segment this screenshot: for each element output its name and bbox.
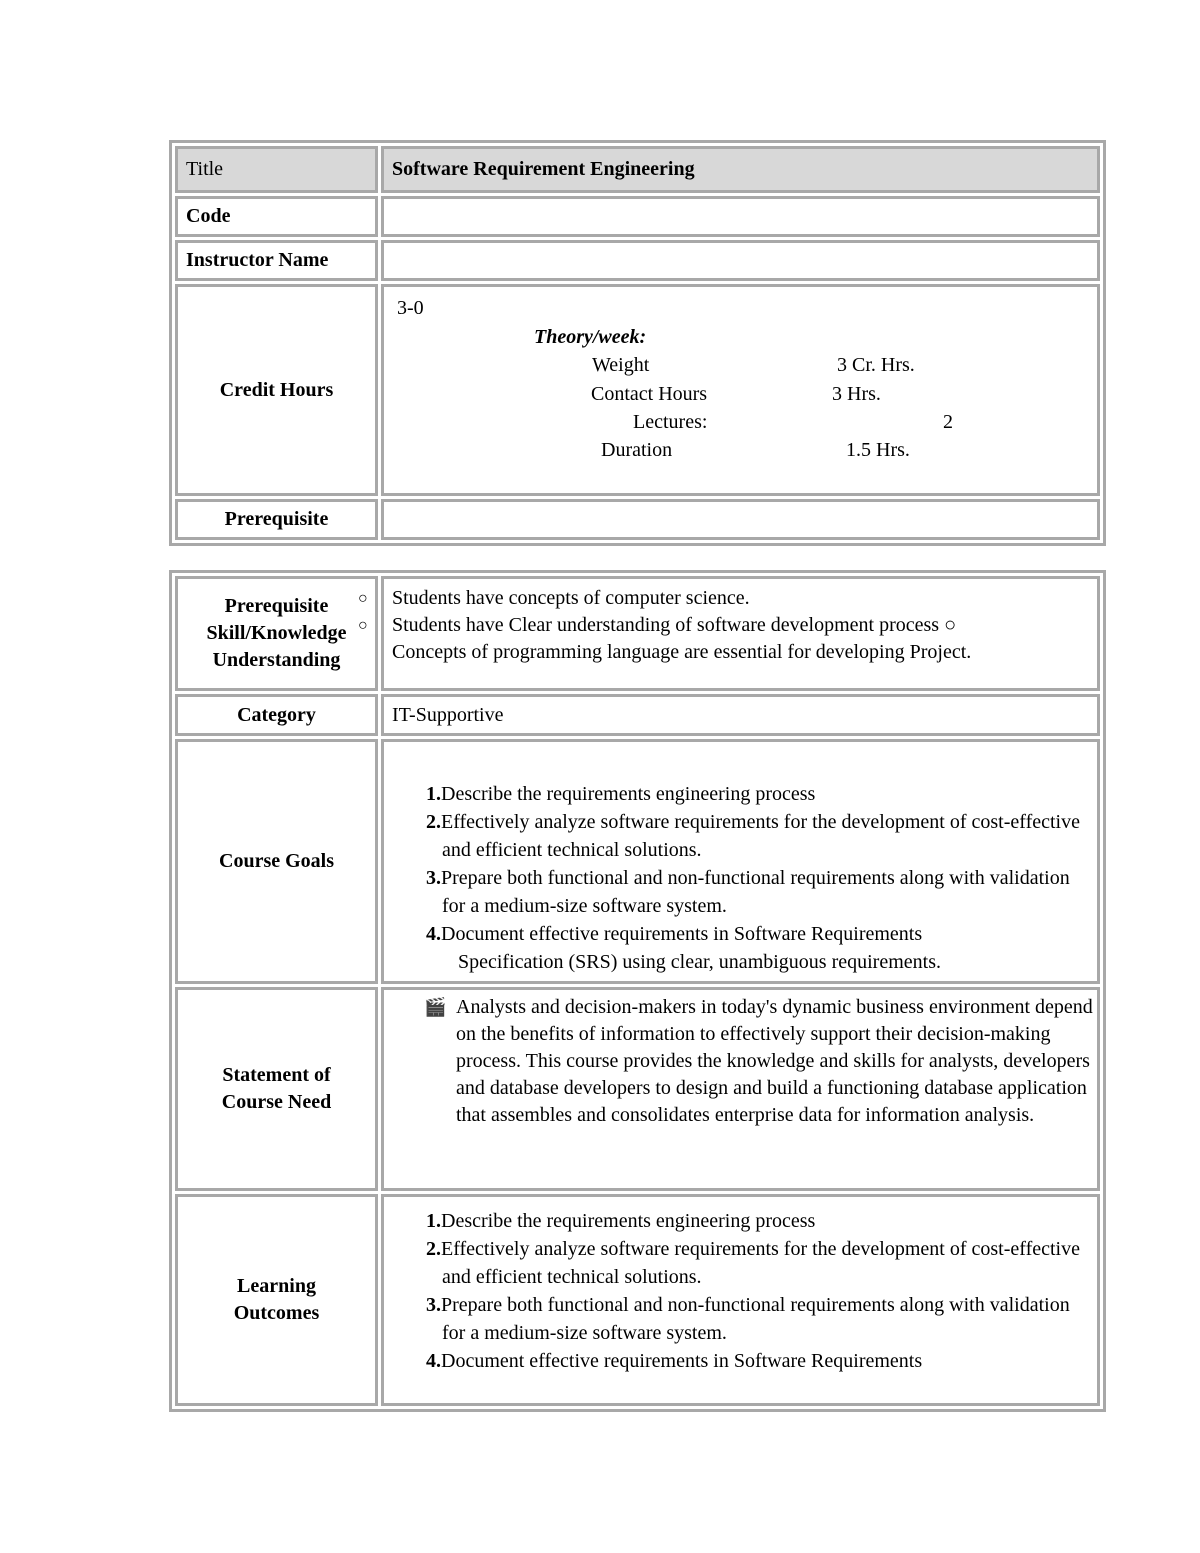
course-need-text: Analysts and decision-makers in today's dynamic business environment depend on the benefits of information to effectively support their decision-making process. This course provides the knowledge and skills for analysts, developers and database developers to design and build a functioning database application that assembles and consolidates enterprise data for information analysis.	[456, 996, 1093, 1126]
clapperboard-icon: 🎬	[424, 997, 447, 1017]
circle-bullet-icon: ○	[358, 590, 368, 607]
goal-item: 4.Document effective requirements in Software Requirements	[426, 923, 923, 945]
learning-outcomes-label-line: Learning	[237, 1275, 316, 1297]
code-label: Code	[175, 196, 378, 237]
weight-value: 3 Cr. Hrs.	[837, 354, 915, 376]
outcome-item: 2.Effectively analyze software requirements for the development of cost-effective and efficient technical solutions.	[426, 1238, 1080, 1288]
course-goals-label: Course Goals	[175, 739, 378, 984]
course-need-label-line: Course Need	[221, 1091, 332, 1113]
instructor-label: Instructor Name	[175, 240, 378, 281]
outcome-item: 4.Document effective requirements in Software Requirements	[426, 1350, 923, 1372]
credit-summary: 3-0	[397, 297, 424, 319]
skill-knowledge-label	[175, 576, 378, 691]
goal-item: 1.Describe the requirements engineering process	[426, 783, 816, 805]
theory-week-label: Theory/week:	[534, 326, 647, 348]
goal-item-continuation: Specification (SRS) using clear, unambiguous requirements.	[458, 951, 941, 973]
lectures-value: 2	[943, 411, 953, 433]
credit-hours-label: Credit Hours	[175, 284, 378, 496]
skill-line: Concepts of programming language are essential for developing Project.	[392, 641, 972, 663]
course-goals-cell	[381, 739, 1100, 984]
prerequisite-value	[381, 499, 1100, 540]
skill-label-line: Prerequisite	[224, 595, 329, 617]
lectures-label: Lectures:	[633, 411, 708, 433]
course-need-cell	[381, 987, 1100, 1191]
goal-item: 2.Effectively analyze software requirements for the development of cost-effective and efficient technical solutions.	[426, 811, 1080, 861]
duration-label: Duration	[601, 439, 673, 461]
contact-hours-value: 3 Hrs.	[832, 383, 881, 405]
duration-value: 1.5 Hrs.	[846, 439, 910, 461]
title-label: Title	[175, 146, 378, 193]
course-need-label-line: Statement of	[222, 1064, 331, 1086]
learning-outcomes-label-line: Outcomes	[233, 1302, 320, 1324]
circle-bullet-icon: ○	[358, 617, 368, 634]
course-details-table	[169, 570, 1106, 1412]
skill-line: Students have Clear understanding of software development process ○	[392, 614, 957, 636]
outcome-item: 3.Prepare both functional and non-functional requirements along with validation for a medium-size software system.	[426, 1294, 1070, 1344]
skill-label-line: Skill/Knowledge	[206, 622, 347, 644]
code-value	[381, 196, 1100, 237]
learning-outcomes-cell	[381, 1194, 1100, 1406]
outcome-item: 1.Describe the requirements engineering process	[426, 1210, 816, 1232]
weight-label: Weight	[592, 354, 650, 376]
learning-outcomes-label	[175, 1194, 378, 1406]
course-need-label	[175, 987, 378, 1191]
contact-hours-label: Contact Hours	[591, 383, 708, 405]
category-value: IT-Supportive	[381, 694, 1100, 736]
course-info-table	[169, 140, 1106, 546]
goal-item: 3.Prepare both functional and non-functional requirements along with validation for a medium-size software system.	[426, 867, 1070, 917]
credit-hours-cell	[381, 284, 1100, 496]
skill-line: Students have concepts of computer science.	[392, 587, 750, 609]
prerequisite-label: Prerequisite	[175, 499, 378, 540]
category-label: Category	[175, 694, 378, 736]
title-value: Software Requirement Engineering	[381, 146, 1100, 193]
instructor-value	[381, 240, 1100, 281]
skill-knowledge-cell	[358, 576, 1100, 691]
skill-label-line: Understanding	[212, 649, 341, 671]
